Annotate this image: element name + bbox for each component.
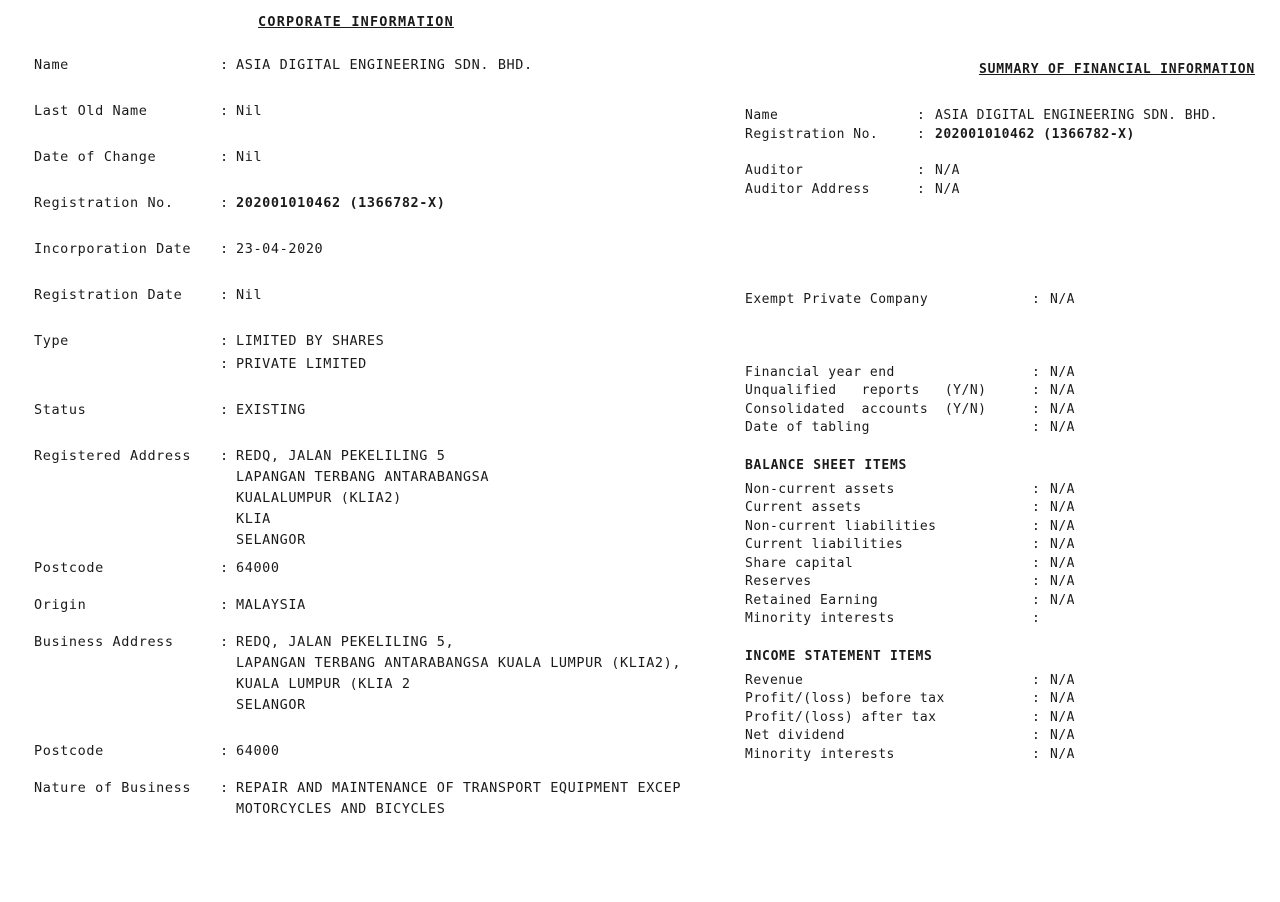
field-status: [34, 400, 724, 421]
corporate-information-title: CORPORATE INFORMATION: [258, 14, 454, 30]
field-postcode-business: [34, 741, 724, 762]
row-label: Auditor Address: [745, 181, 870, 197]
field-colon: :: [220, 402, 229, 418]
row-value: N/A: [1050, 500, 1075, 515]
field-value-lines: [236, 446, 489, 551]
field-label: Last Old Name: [34, 103, 148, 119]
field-value: 202001010462 (1366782-X): [236, 195, 446, 211]
row-value: N/A: [1050, 746, 1075, 762]
row-colon: :: [917, 126, 925, 142]
field-colon: :: [220, 103, 229, 119]
address-line: KLIA: [236, 511, 271, 527]
field-label: Business Address: [34, 634, 174, 650]
row-colon: :: [1032, 672, 1040, 688]
summary-row-unqualified-reports: [745, 382, 1255, 401]
field-value: Nil: [236, 287, 263, 303]
nature-line: REPAIR AND MAINTENANCE OF TRANSPORT EQUIPMENT EXCEP: [236, 780, 682, 796]
row-value: N/A: [1050, 383, 1075, 398]
field-colon: :: [220, 195, 229, 211]
field-date-of-change: [34, 147, 724, 168]
row-colon: :: [1032, 401, 1040, 417]
row-colon: :: [1032, 611, 1040, 626]
row-colon: :: [1032, 518, 1040, 534]
field-label: Postcode: [34, 743, 104, 759]
row-label: Minority interests: [745, 746, 895, 762]
field-value: Nil: [236, 103, 263, 119]
field-origin: [34, 595, 724, 616]
field-type: [34, 331, 724, 352]
row-colon: :: [917, 108, 925, 123]
row-label: Date of tabling: [745, 420, 870, 435]
balance-row-share-capital: [745, 555, 1255, 574]
field-label: Status: [34, 402, 87, 418]
field-label: Registered Address: [34, 448, 192, 464]
row-value: N/A: [1050, 728, 1075, 743]
field-colon: :: [220, 287, 229, 303]
field-colon: :: [220, 560, 229, 576]
row-colon: :: [1032, 537, 1040, 552]
row-label: Registration No.: [745, 126, 879, 142]
address-line: LAPANGAN TERBANG ANTARABANGSA: [236, 469, 490, 485]
field-value: ASIA DIGITAL ENGINEERING SDN. BHD.: [236, 57, 533, 73]
field-label: Incorporation Date: [34, 241, 192, 257]
field-colon: :: [220, 57, 229, 73]
field-value-lines: [236, 778, 681, 820]
row-value: N/A: [1050, 672, 1075, 688]
row-value: N/A: [1050, 364, 1075, 380]
row-label: Financial year end: [745, 364, 895, 380]
field-colon: :: [220, 448, 229, 464]
summary-row-auditor: [745, 162, 1255, 181]
balance-row-non-current-assets: [745, 481, 1255, 500]
field-value: 64000: [236, 560, 280, 576]
field-registered-address: [34, 446, 724, 551]
field-colon: :: [220, 743, 229, 759]
field-name: [34, 55, 724, 76]
row-label: Current assets: [745, 500, 862, 515]
income-row-minority-interests: [745, 746, 1255, 765]
balance-row-non-current-liabilities: [745, 518, 1255, 537]
row-label: Non-current liabilities: [745, 518, 937, 534]
field-business-address: [34, 632, 724, 716]
field-last-old-name: [34, 101, 724, 122]
row-colon: :: [1032, 420, 1040, 435]
field-value: Nil: [236, 149, 263, 165]
row-label: Current liabilities: [745, 537, 904, 552]
row-label: Exempt Private Company: [745, 292, 929, 307]
field-colon: :: [220, 356, 229, 372]
summary-row-auditor-address: [745, 181, 1255, 200]
balance-row-current-liabilities: [745, 536, 1255, 555]
address-line: REDQ, JALAN PEKELILING 5: [236, 448, 446, 464]
address-line: SELANGOR: [236, 697, 306, 713]
field-label: Name: [34, 57, 69, 73]
row-value: N/A: [935, 181, 960, 197]
row-value: N/A: [1050, 401, 1075, 417]
row-colon: :: [1032, 555, 1040, 571]
nature-line: MOTORCYCLES AND BICYCLES: [236, 801, 446, 817]
row-label: Minority interests: [745, 611, 895, 626]
balance-sheet-heading: BALANCE SHEET ITEMS: [745, 457, 908, 473]
field-label: Type: [34, 333, 69, 349]
summary-row-name: [745, 107, 1255, 126]
summary-row-registration-no: [745, 126, 1255, 145]
field-value: 64000: [236, 743, 280, 759]
row-value: N/A: [1050, 420, 1075, 435]
income-row-net-dividend: [745, 727, 1255, 746]
income-row-profit-before-tax: [745, 690, 1255, 709]
summary-row-financial-year-end: [745, 364, 1255, 383]
field-nature-of-business: [34, 778, 724, 820]
balance-row-retained-earning: [745, 592, 1255, 611]
field-label: Registration Date: [34, 287, 183, 303]
field-label: Postcode: [34, 560, 104, 576]
row-colon: :: [1032, 292, 1040, 307]
row-value: N/A: [1050, 292, 1075, 307]
field-label: Date of Change: [34, 149, 157, 165]
field-colon: :: [220, 634, 229, 650]
row-label: Non-current assets: [745, 481, 895, 497]
field-value: EXISTING: [236, 402, 306, 418]
row-value: ASIA DIGITAL ENGINEERING SDN. BHD.: [935, 108, 1219, 123]
field-label: Registration No.: [34, 195, 174, 211]
balance-row-reserves: [745, 573, 1255, 592]
row-colon: :: [917, 181, 925, 197]
summary-row-date-of-tabling: [745, 419, 1255, 438]
field-label: Origin: [34, 597, 87, 613]
address-line: LAPANGAN TERBANG ANTARABANGSA KUALA LUMPUR (KLIA2),: [236, 655, 682, 671]
row-value: N/A: [1050, 709, 1075, 725]
field-type-secondary: [34, 354, 724, 375]
row-colon: :: [1032, 481, 1040, 497]
row-colon: :: [1032, 500, 1040, 515]
field-value-lines: [236, 632, 681, 716]
corporate-information-section: [34, 14, 724, 820]
row-value: N/A: [1050, 555, 1075, 571]
field-colon: :: [220, 333, 229, 349]
field-value: PRIVATE LIMITED: [236, 356, 367, 372]
row-label: Retained Earning: [745, 592, 879, 608]
row-label: Unqualified reports (Y/N): [745, 383, 987, 398]
row-colon: :: [1032, 574, 1040, 589]
row-label: Revenue: [745, 672, 804, 688]
row-colon: :: [917, 163, 925, 178]
row-value: N/A: [1050, 592, 1075, 608]
row-label: Reserves: [745, 574, 812, 589]
row-label: Profit/(loss) before tax: [745, 691, 945, 706]
row-value: N/A: [935, 163, 960, 178]
row-colon: :: [1032, 364, 1040, 380]
field-value: 23-04-2020: [236, 241, 324, 257]
field-label: Nature of Business: [34, 780, 192, 796]
row-value: 202001010462 (1366782-X): [935, 126, 1135, 142]
row-label: Consolidated accounts (Y/N): [745, 401, 987, 417]
row-colon: :: [1032, 691, 1040, 706]
income-row-revenue: [745, 672, 1255, 691]
address-line: KUALA LUMPUR (KLIA 2: [236, 676, 411, 692]
row-colon: :: [1032, 728, 1040, 743]
field-colon: :: [220, 241, 229, 257]
field-value: LIMITED BY SHARES: [236, 333, 385, 349]
address-line: SELANGOR: [236, 532, 306, 548]
row-label: Share capital: [745, 555, 854, 571]
field-colon: :: [220, 597, 229, 613]
row-label: Name: [745, 108, 779, 123]
row-label: Net dividend: [745, 728, 845, 743]
row-colon: :: [1032, 592, 1040, 608]
row-colon: :: [1032, 383, 1040, 398]
field-colon: :: [220, 780, 229, 796]
summary-financial-information-section: [745, 62, 1255, 764]
summary-row-consolidated-accounts: [745, 401, 1255, 420]
row-value: N/A: [1050, 691, 1075, 706]
field-registration-no: [34, 193, 724, 214]
row-value: N/A: [1050, 518, 1075, 534]
summary-title: SUMMARY OF FINANCIAL INFORMATION: [978, 62, 1255, 77]
balance-row-current-assets: [745, 499, 1255, 518]
row-label: Auditor: [745, 163, 804, 178]
field-colon: :: [220, 149, 229, 165]
income-statement-heading: INCOME STATEMENT ITEMS: [745, 648, 933, 664]
row-value: N/A: [1050, 537, 1075, 552]
field-incorporation-date: [34, 239, 724, 260]
row-colon: :: [1032, 709, 1040, 725]
field-value: MALAYSIA: [236, 597, 306, 613]
field-registration-date: [34, 285, 724, 306]
balance-row-minority-interests: [745, 610, 1255, 629]
summary-row-exempt-private-company: [745, 291, 1255, 310]
row-value: N/A: [1050, 574, 1075, 589]
address-line: REDQ, JALAN PEKELILING 5,: [236, 634, 455, 650]
row-value: N/A: [1050, 481, 1075, 497]
address-line: KUALALUMPUR (KLIA2): [236, 490, 402, 506]
field-postcode-registered: [34, 558, 724, 579]
row-colon: :: [1032, 746, 1040, 762]
row-label: Profit/(loss) after tax: [745, 709, 937, 725]
income-row-profit-after-tax: [745, 709, 1255, 728]
